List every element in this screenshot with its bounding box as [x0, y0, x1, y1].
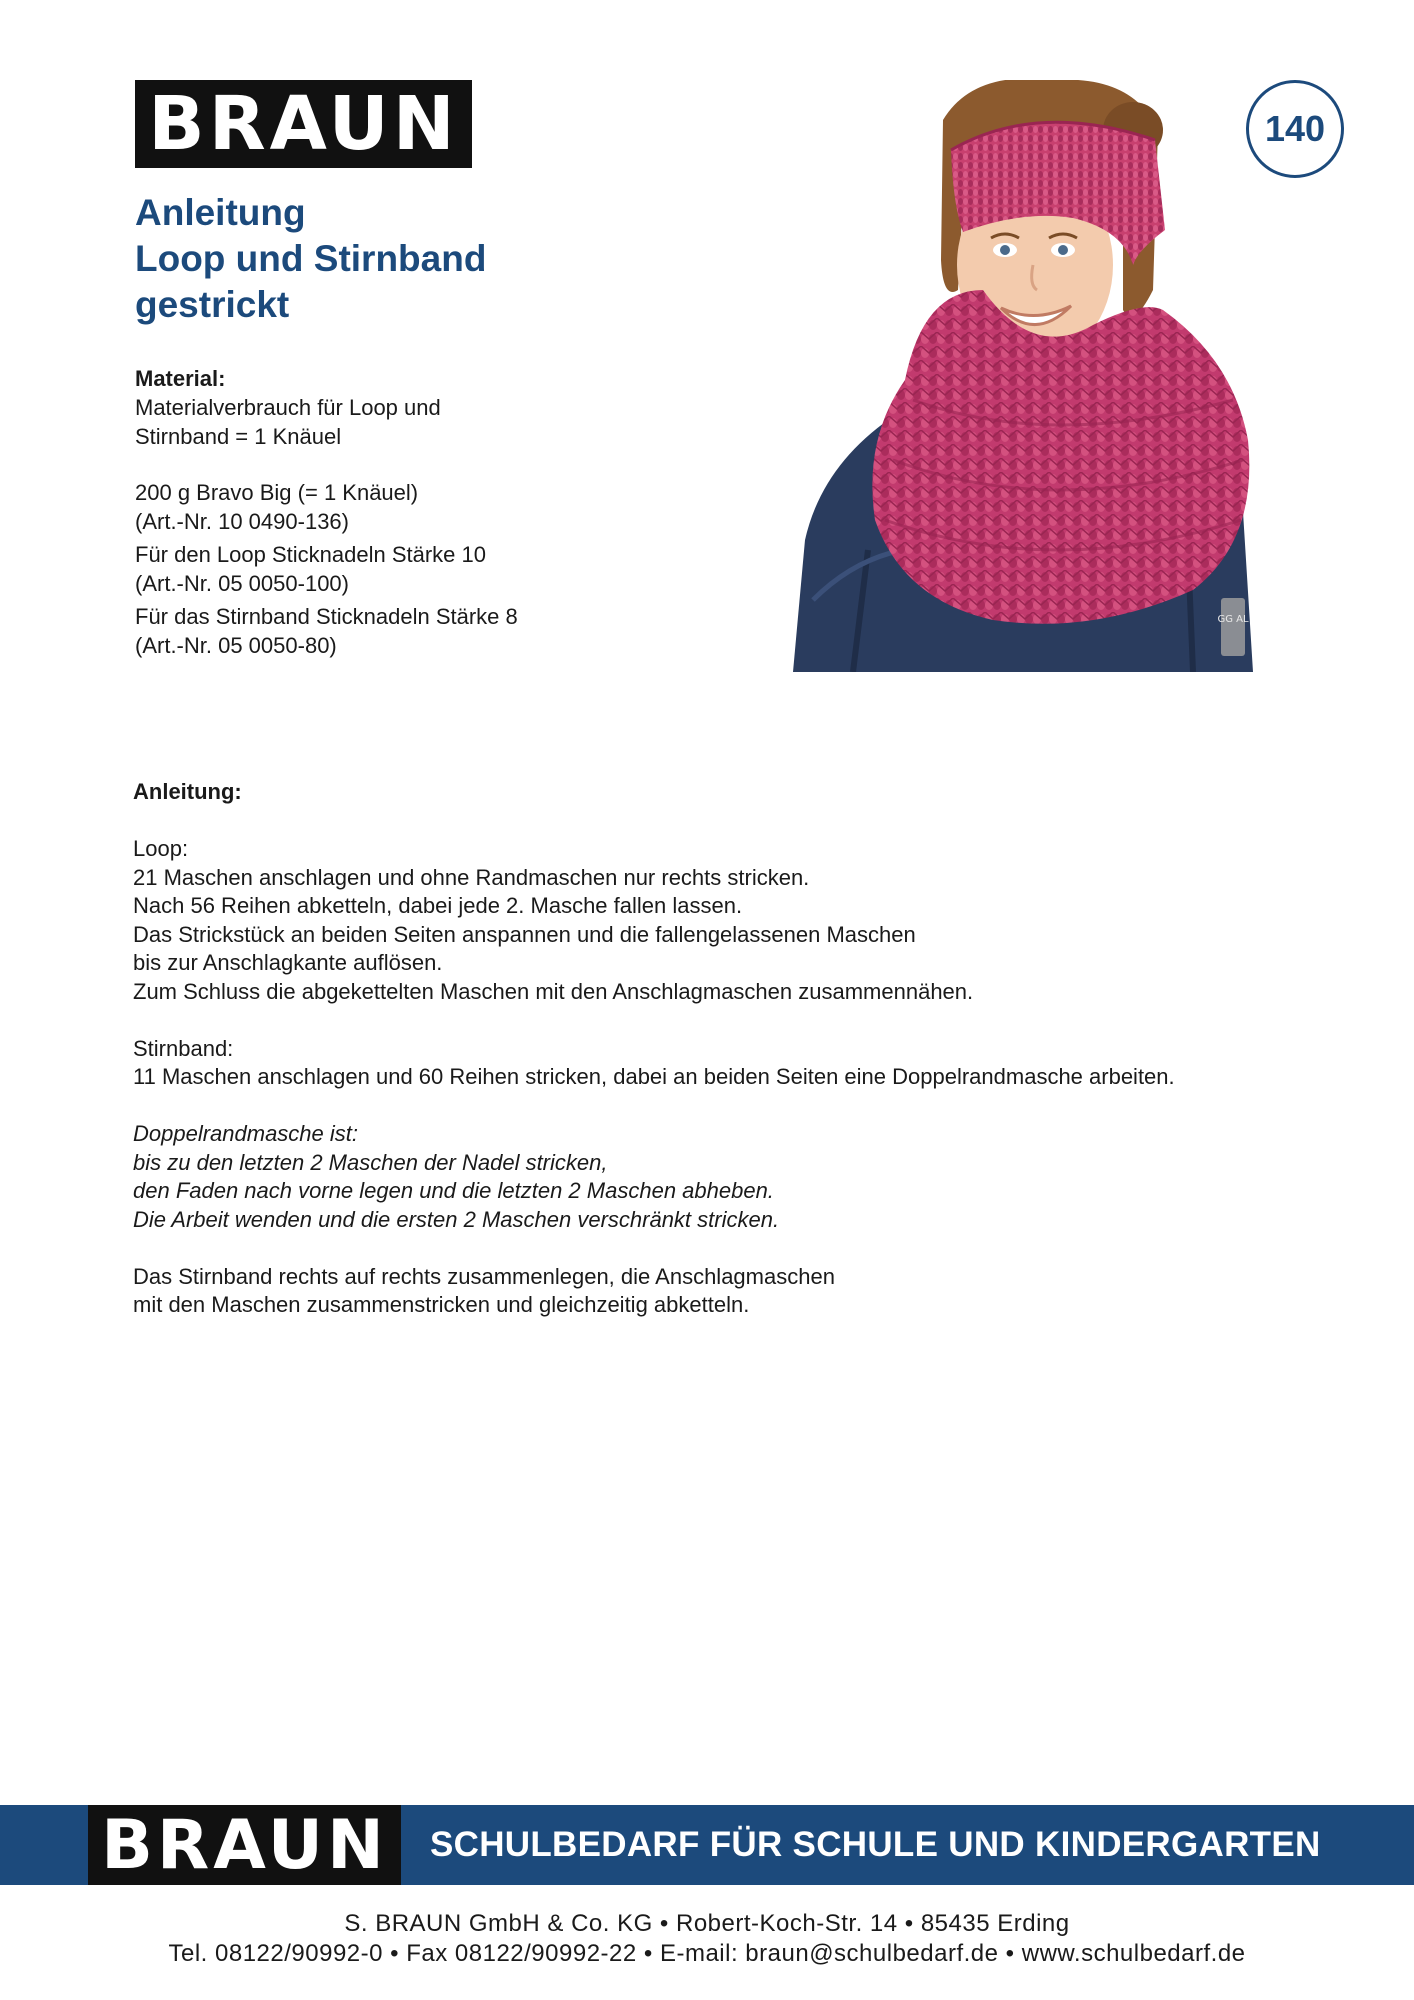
instructions-section: [133, 778, 1313, 1320]
headband-heading: Stirnband:: [133, 1035, 234, 1061]
footer-slogan: SCHULBEDARF FÜR SCHULE UND KINDERGARTEN: [430, 1825, 1321, 1864]
loop-step-4: bis zur Anschlagkante auflösen.: [133, 950, 443, 975]
footer-braun-logo: BRAUN: [88, 1805, 401, 1885]
loop-step-2: Nach 56 Reihen abketteln, dabei jede 2. Masche fallen lassen.: [133, 893, 743, 918]
double-edge-heading: Doppelrandmasche ist:: [133, 1121, 359, 1146]
material-usage-line-2: Stirnband = 1 Knäuel: [135, 424, 342, 449]
band-needles-article-number: (Art.-Nr. 05 0050-80): [135, 633, 337, 658]
yarn-line-1: 200 g Bravo Big (= 1 Knäuel): [135, 480, 419, 505]
footer-address: S. BRAUN GmbH & Co. KG • Robert-Koch-Str. 14 • 85435 Erding: [344, 1910, 1070, 1937]
instructions-heading: Anleitung:: [133, 779, 242, 804]
material-heading: Material:: [135, 366, 226, 391]
band-needles-line-1: Für das Stirnband Sticknadeln Stärke 8: [135, 604, 518, 629]
double-edge-step-1: bis zu den letzten 2 Maschen der Nadel stricken,: [133, 1149, 608, 1175]
loop-step-3: Das Strickstück an beiden Seiten anspannen und die fallengelassenen Maschen: [133, 921, 916, 947]
finish-step-1: Das Stirnband rechts auf rechts zusammenlegen, die Anschlagmaschen: [133, 1263, 835, 1289]
title-line-3: gestrickt: [135, 284, 290, 325]
material-usage-line-1: Materialverbrauch für Loop und: [135, 395, 441, 420]
jacket-label-text: GG AL: [1217, 614, 1249, 625]
yarn-article-number: (Art.-Nr. 10 0490-136): [135, 509, 349, 534]
loop-needles-article-number: (Art.-Nr. 05 0050-100): [135, 571, 349, 596]
double-edge-step-2: den Faden nach vorne legen und die letzten 2 Maschen abheben.: [133, 1178, 774, 1203]
loop-heading: Loop:: [133, 836, 189, 861]
footer-contact: Tel. 08122/90992-0 • Fax 08122/90992-22 • E-mail: braun@schulbedarf.de • www.schulbedarf.de: [168, 1940, 1246, 1967]
loop-step-5: Zum Schluss die abgekettelten Maschen mit den Anschlagmaschen zusammennähen.: [133, 978, 974, 1004]
loop-needles-line-1: Für den Loop Sticknadeln Stärke 10: [135, 542, 487, 567]
loop-step-1: 21 Maschen anschlagen und ohne Randmaschen nur rechts stricken.: [133, 864, 810, 890]
title-line-1: Anleitung: [135, 192, 306, 233]
finish-step-2: mit den Maschen zusammenstricken und gleichzeitig abketteln.: [133, 1292, 750, 1317]
page-number-badge: 140: [1246, 80, 1344, 178]
double-edge-step-3: Die Arbeit wenden und die ersten 2 Maschen verschränkt stricken.: [133, 1206, 780, 1232]
title-line-2: Loop und Stirnband: [135, 238, 487, 279]
headband-step-1: 11 Maschen anschlagen und 60 Reihen stricken, dabei an beiden Seiten eine Doppelrandmasche arbeiten.: [133, 1064, 1175, 1089]
product-photo: [793, 80, 1261, 672]
page-title: [135, 190, 486, 328]
braun-logo: BRAUN: [135, 80, 472, 168]
material-section: [135, 364, 695, 660]
